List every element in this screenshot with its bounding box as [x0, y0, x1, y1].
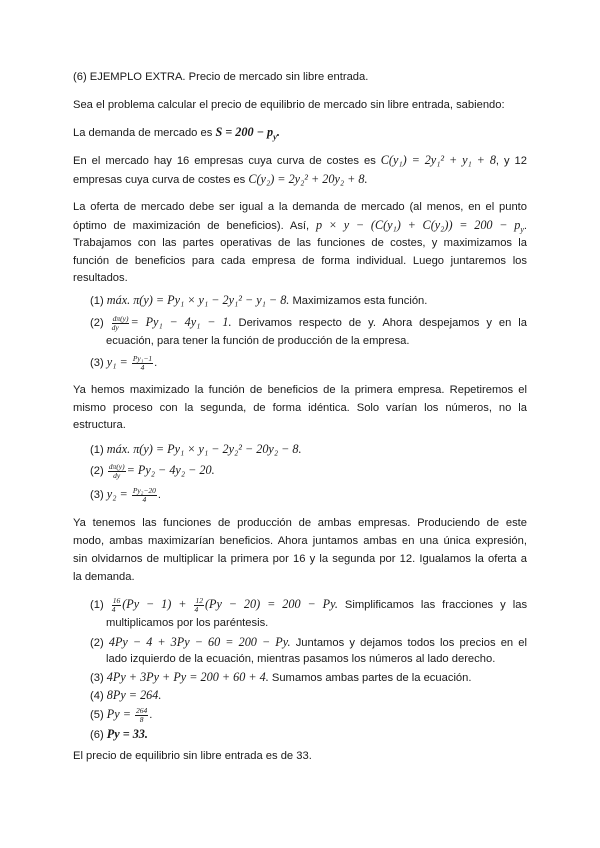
- para2-line-1: Ya hemos maximizado la función de beneficios de la primera empresa. Repetiremos el: [73, 384, 527, 396]
- demand-line: La demanda de mercado es $S = 200 - p_y$.: [73, 125, 280, 142]
- para1-line-5: resultados.: [73, 272, 128, 284]
- step3-1: (1) $\frac{16}{4}$ (Py − 1) + $\frac{12}{4}$ (Py − 20) = 200 − Py. Simplificamos las fracciones y las: [90, 595, 528, 614]
- step3-2-cont: lado izquierdo de la ecuación, mientras pasamos los números al lado derecho.: [106, 653, 496, 665]
- y2-fraction: $\frac{\text{Py₂−20}}{4}$: [132, 485, 156, 504]
- step3-1-cont: multiplicamos por los paréntesis.: [106, 617, 269, 629]
- para1-line-3: Trabajamos con las partes operativas de las funciones de costes, y maximizamos la: [73, 237, 527, 249]
- step3-2: (2) 4Py − 4 + 3Py − 60 = 200 − Py. Juntamos y dejamos todos los precios en el: [90, 635, 528, 649]
- firms-line-2: empresas cuya curva de costes es C(y₂) = 2y₂² + 20y₂ + 8.: [73, 172, 368, 186]
- intro-text: Sea el problema calcular el precio de equilibrio de mercado sin libre entrada, sabiendo:: [73, 99, 505, 111]
- step2-3: (3) y₂ = $\frac{\text{Py₂−20}}{4}$ .: [90, 485, 162, 504]
- para3-line-2: modo, ambas maximizarían beneficios. Ahora juntamos ambas en una única expresión,: [73, 535, 527, 547]
- para2-line-3: estructura.: [73, 419, 126, 431]
- step3-6: (6) Py = 33.: [90, 727, 148, 741]
- para1-line-2: óptimo de maximización de beneficios). Así, $p \times y - (C(y_1) + C(y_2)) = 200 - p_y$.: [73, 218, 527, 234]
- cost-function-2: C(y₂) = 2y₂² + 20y₂ + 8.: [248, 172, 368, 186]
- para3-line-3: sin olvidarnos de multiplicar la primera por 16 y la segunda por 12. Igualamos la oferta a: [73, 553, 527, 565]
- section-title: (6) EJEMPLO EXTRA. Precio de mercado sin libre entrada.: [73, 71, 369, 83]
- conclusion-text: El precio de equilibrio sin libre entrada es de 33.: [73, 750, 312, 762]
- para1-line-4: función de beneficios para cada empresa de forma individual. Luego juntaremos los: [73, 255, 527, 267]
- y1-fraction: $\frac{\text{Py₁−1}}{4}$: [132, 353, 153, 372]
- step3-5: (5) Py = $\frac{264}{8}$ .: [90, 705, 153, 724]
- para3-line-4: la demanda.: [73, 571, 135, 583]
- price-fraction: $\frac{264}{8}$: [136, 705, 148, 724]
- derivative-fraction: $\frac{d\pi(y)}{dy}$: [111, 313, 129, 332]
- step3-3: (3) 4Py + 3Py + Py = 200 + 60 + 4. Sumamos ambas partes de la ecuación.: [90, 670, 472, 684]
- demand-equation: $S = 200 - p_y$.: [215, 125, 280, 142]
- step1-2: (2) $\frac{d\pi(y)}{dy}$ = Py₁ − 4y₁ − 1. Derivamos respecto de y. Ahora despejamos y en la: [90, 313, 528, 332]
- market-equation: p × y − (C(y₁) + C(y₂)) = 200 − p: [315, 218, 521, 232]
- cost-function-1: C(y₁) = 2y₁² + y₁ + 8: [380, 153, 496, 167]
- step2-2: (2) $\frac{d\pi(y)}{dy}$ = Py₂ − 4y₂ − 20.: [90, 461, 215, 480]
- step1-1: (1) máx. π(y) = Py₁ × y₁ − 2y₁² − y₁ − 8. Maximizamos esta función.: [90, 293, 428, 307]
- firms-line-1: En el mercado hay 16 empresas cuya curva de costes es C(y₁) = 2y₁² + y₁ + 8, y 12: [73, 153, 528, 167]
- step1-2-cont: ecuación, para tener la función de producción de la empresa.: [106, 335, 410, 347]
- para1-line-1: La oferta de mercado debe ser igual a la demanda de mercado (al menos, en el punto: [73, 201, 527, 213]
- step1-3: (3) y₁ = $\frac{\text{Py₁−1}}{4}$ .: [90, 353, 158, 372]
- para2-line-2: mismo proceso con la segunda, de forma idéntica. Solo varían los números, no la: [73, 402, 527, 414]
- step2-1: (1) máx. π(y) = Py₁ × y₁ − 2y₂² − 20y₂ − 8.: [90, 442, 302, 456]
- para3-line-1: Ya tenemos las funciones de producción de ambas empresas. Produciendo de este: [73, 517, 527, 529]
- step3-4: (4) 8Py = 264.: [90, 688, 162, 702]
